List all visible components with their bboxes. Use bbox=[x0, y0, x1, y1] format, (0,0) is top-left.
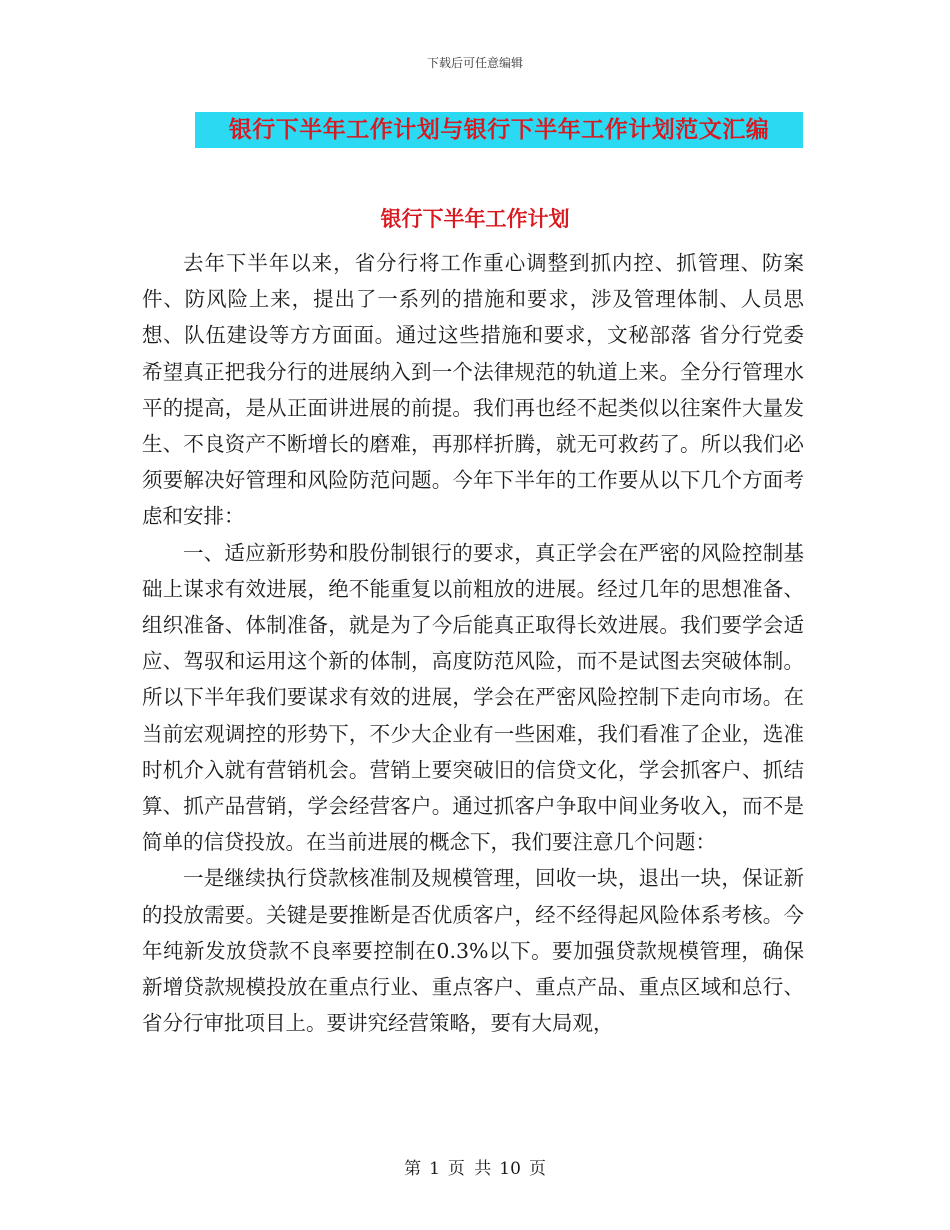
paragraph: 一是继续执行贷款核准制及规模管理，回收一块，退出一块，保证新的投放需要。关键是要推断是否优质客户，经不经得起风险体系考核。今年纯新发放贷款不良率要控制在0.3%以下。要加强贷款规模管理，确保新增贷款规模投放在重点行业、重点客户、重点产品、重点区域和总行、省分行审批项目上。要讲究经营策略，要有大局观， bbox=[142, 866, 804, 1036]
paragraph: 一、适应新形势和股份制银行的要求，真正学会在严密的风险控制基础上谋求有效进展，绝不能重复以前粗放的进展。经过几年的思想准备、组织准备、体制准备，就是为了今后能真正取得长效进展。我们要学会适应、驾驭和运用这个新的体制，高度防范风险，而不是试图去突破体制。所以下半年我们要谋求有效的进展，学会在严密风险控制下走向市场。在当前宏观调控的形势下，不少大企业有一些困难，我们看准了企业，选准时机介入就有营销机会。营销上要突破旧的信贷文化，学会抓客户、抓结算、抓产品营销，学会经营客户。通过抓客户争取中间业务收入，而不是简单的信贷投放。在当前进展的概念下，我们要注意几个问题： bbox=[142, 540, 804, 855]
footer-prefix: 第 bbox=[404, 1159, 422, 1179]
footer-middle: 页 共 bbox=[447, 1159, 492, 1179]
page-number: 1 bbox=[429, 1159, 440, 1179]
document-body bbox=[142, 245, 804, 1041]
document-title: 银行下半年工作计划与银行下半年工作计划范文汇编 bbox=[228, 117, 770, 143]
header-note: 下载后可任意编辑 bbox=[426, 56, 523, 70]
footer-suffix: 页 bbox=[528, 1159, 546, 1179]
page-total: 10 bbox=[499, 1159, 521, 1179]
paragraph: 去年下半年以来，省分行将工作重心调整到抓内控、抓管理、防案件、防风险上来，提出了一系列的措施和要求，涉及管理体制、人员思想、队伍建设等方方面面。通过这些措施和要求，文秘部落 省分行党委希望真正把我分行的进展纳入到一个法律规范的轨道上来。全分行管理水平的提高，是从正面讲进展的前提。我们再也经不起类似以往案件大量发生、不良资产不断增长的磨难，再那样折腾，就无可救药了。所以我们必须要解决好管理和风险防范问题。今年下半年的工作要从以下几个方面考虑和安排： bbox=[142, 251, 804, 529]
section-title: 银行下半年工作计划 bbox=[380, 207, 570, 231]
page-footer bbox=[0, 1154, 950, 1179]
